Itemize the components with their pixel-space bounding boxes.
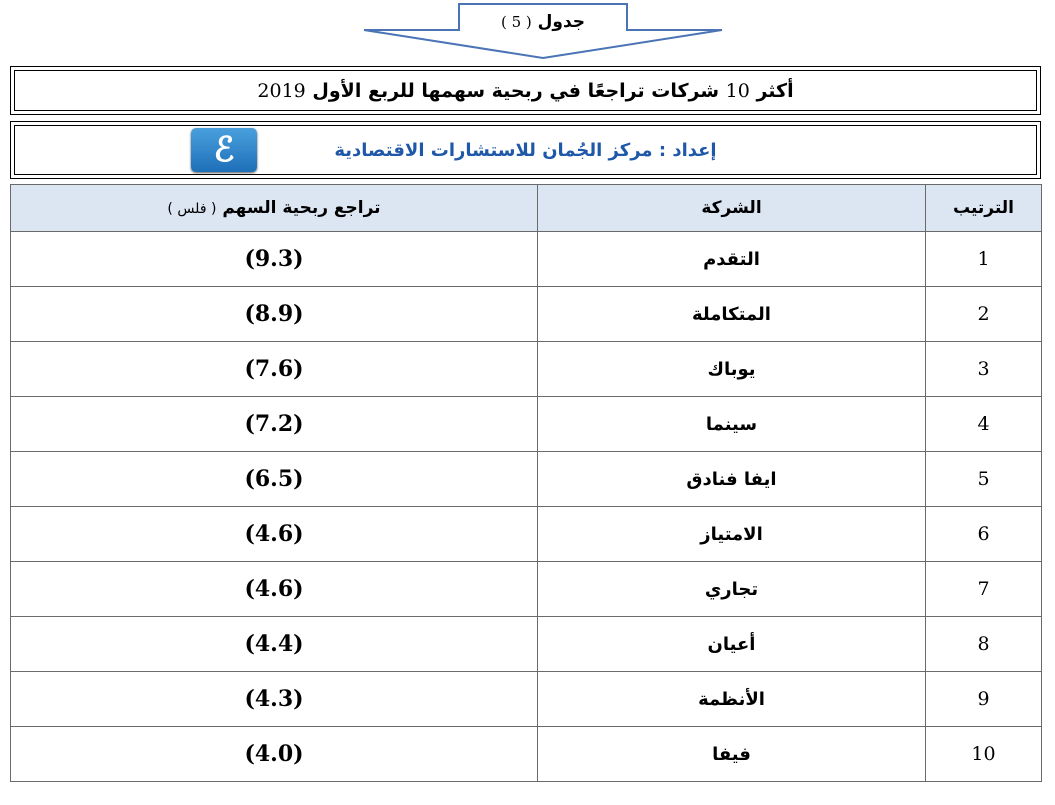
decline-value: (4.6) [11, 562, 538, 617]
decline-value: (6.5) [11, 452, 538, 507]
header-decline-label: تراجع ربحية السهم [222, 198, 381, 218]
company-logo [191, 128, 257, 172]
header-rank: الترتيب [926, 185, 1042, 232]
table-row [11, 617, 1042, 672]
table-header-row [11, 185, 1042, 232]
company-name: يوباك [538, 342, 926, 397]
title-year: 2019 [257, 79, 306, 102]
table-row [11, 452, 1042, 507]
header-company: الشركة [538, 185, 926, 232]
rank-value: 6 [926, 507, 1042, 562]
rank-value: 5 [926, 452, 1042, 507]
logo-glyph-icon: ℰ [213, 130, 235, 170]
decline-value: (4.4) [11, 617, 538, 672]
table-row [11, 397, 1042, 452]
company-name: سينما [538, 397, 926, 452]
table-row [11, 562, 1042, 617]
table-row [11, 507, 1042, 562]
table-row [11, 727, 1042, 782]
company-name: تجاري [538, 562, 926, 617]
decline-value: (7.2) [11, 397, 538, 452]
table-row [11, 672, 1042, 727]
source-org: مركز الجُمان للاستشارات الاقتصادية [334, 139, 653, 161]
company-name: أعيان [538, 617, 926, 672]
page-title [257, 80, 793, 102]
decline-value: (8.9) [11, 287, 538, 342]
table-number-arrow [362, 2, 724, 60]
company-name: التقدم [538, 232, 926, 287]
header-unit: ( فلس ) [167, 201, 217, 217]
decline-value: (4.3) [11, 672, 538, 727]
source-credit [334, 140, 716, 161]
company-name: المتكاملة [538, 287, 926, 342]
company-name: الأنظمة [538, 672, 926, 727]
rank-value: 8 [926, 617, 1042, 672]
title-prefix: أكثر [756, 79, 794, 102]
rank-value: 1 [926, 232, 1042, 287]
decline-table [10, 184, 1042, 782]
source-box [10, 121, 1041, 179]
rank-value: 3 [926, 342, 1042, 397]
table-row [11, 287, 1042, 342]
rank-value: 2 [926, 287, 1042, 342]
source-separator: : [658, 139, 667, 161]
rank-value: 4 [926, 397, 1042, 452]
source-label: إعداد [672, 139, 717, 161]
rank-value: 10 [926, 727, 1042, 782]
title-count: 10 [725, 79, 750, 102]
decline-value: (7.6) [11, 342, 538, 397]
table-row [11, 232, 1042, 287]
company-name: ايفا فنادق [538, 452, 926, 507]
table-number-label [458, 12, 628, 32]
table-word: جدول [537, 12, 586, 32]
decline-value: (4.0) [11, 727, 538, 782]
rank-value: 7 [926, 562, 1042, 617]
title-middle: شركات تراجعًا في ربحية سهمها للربع الأول [312, 79, 720, 102]
decline-value: (4.6) [11, 507, 538, 562]
table-row [11, 342, 1042, 397]
header-decline [11, 185, 538, 232]
company-name: الامتياز [538, 507, 926, 562]
rank-value: 9 [926, 672, 1042, 727]
table-number: ( 5 ) [500, 13, 532, 31]
title-box [10, 66, 1041, 115]
decline-value: (9.3) [11, 232, 538, 287]
company-name: فيفا [538, 727, 926, 782]
